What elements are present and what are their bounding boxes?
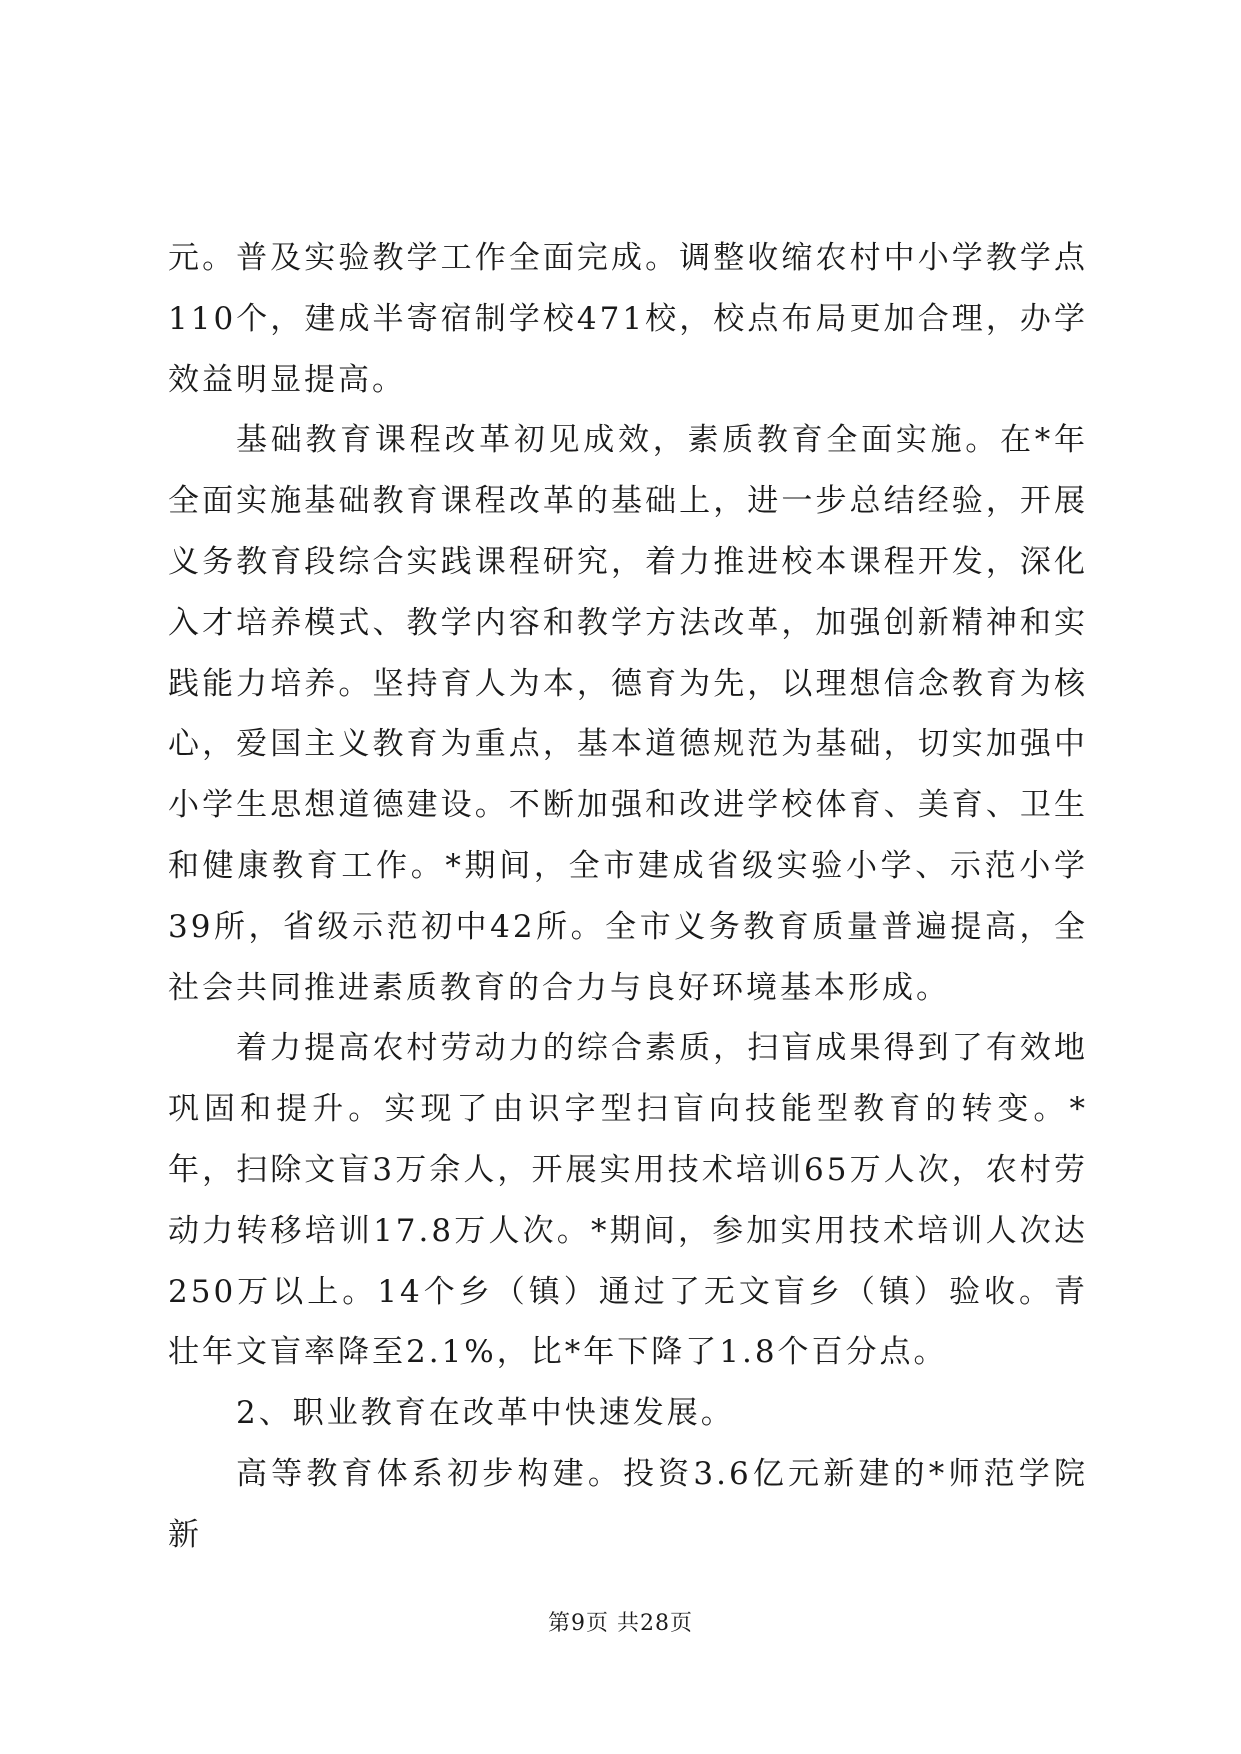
page-number-footer: 第9页 共28页 [548, 1611, 693, 1636]
paragraph-rural-labor: 着力提高农村劳动力的综合素质，扫盲成果得到了有效地巩固和提升。实现了由识字型扫盲向技能型教育的转变。*年，扫除文盲3万余人，开展实用技术培训65万人次，农村劳动力转移培训17.8万人次。*期间，参加实用技术培训人次达250万以上。14个乡（镇）通过了无文盲乡（镇）验收。青壮年文盲率降至2.1%，比*年下降了1.8个百分点。 [168, 1030, 1088, 1371]
paragraph-continuation: 元。普及实验教学工作全面完成。调整收缩农村中小学教学点110个，建成半寄宿制学校471校，校点布局更加合理，办学效益明显提高。 [168, 240, 1088, 398]
paragraph-higher-education: 高等教育体系初步构建。投资3.6亿元新建的*师范学院新 [168, 1455, 1088, 1553]
paragraph-curriculum-reform: 基础教育课程改革初见成效，素质教育全面实施。在*年全面实施基础教育课程改革的基础上，进一步总结经验，开展义务教育段综合实践课程研究，着力推进校本课程开发，深化入才培养模式、教学内容和教学方法改革，加强创新精神和实践能力培养。坚持育人为本，德育为先，以理想信念教育为核心，爱国主义教育为重点，基本道德规范为基础，切实加强中小学生思想道德建设。不断加强和改进学校体育、美育、卫生和健康教育工作。*期间，全市建成省级实验小学、示范小学39所，省级示范初中42所。全市义务教育质量普遍提高，全社会共同推进素质教育的合力与良好环境基本形成。 [168, 422, 1088, 1006]
document-body [168, 228, 1088, 1566]
section-heading-vocational: 2、职业教育在改革中快速发展。 [236, 1395, 735, 1432]
